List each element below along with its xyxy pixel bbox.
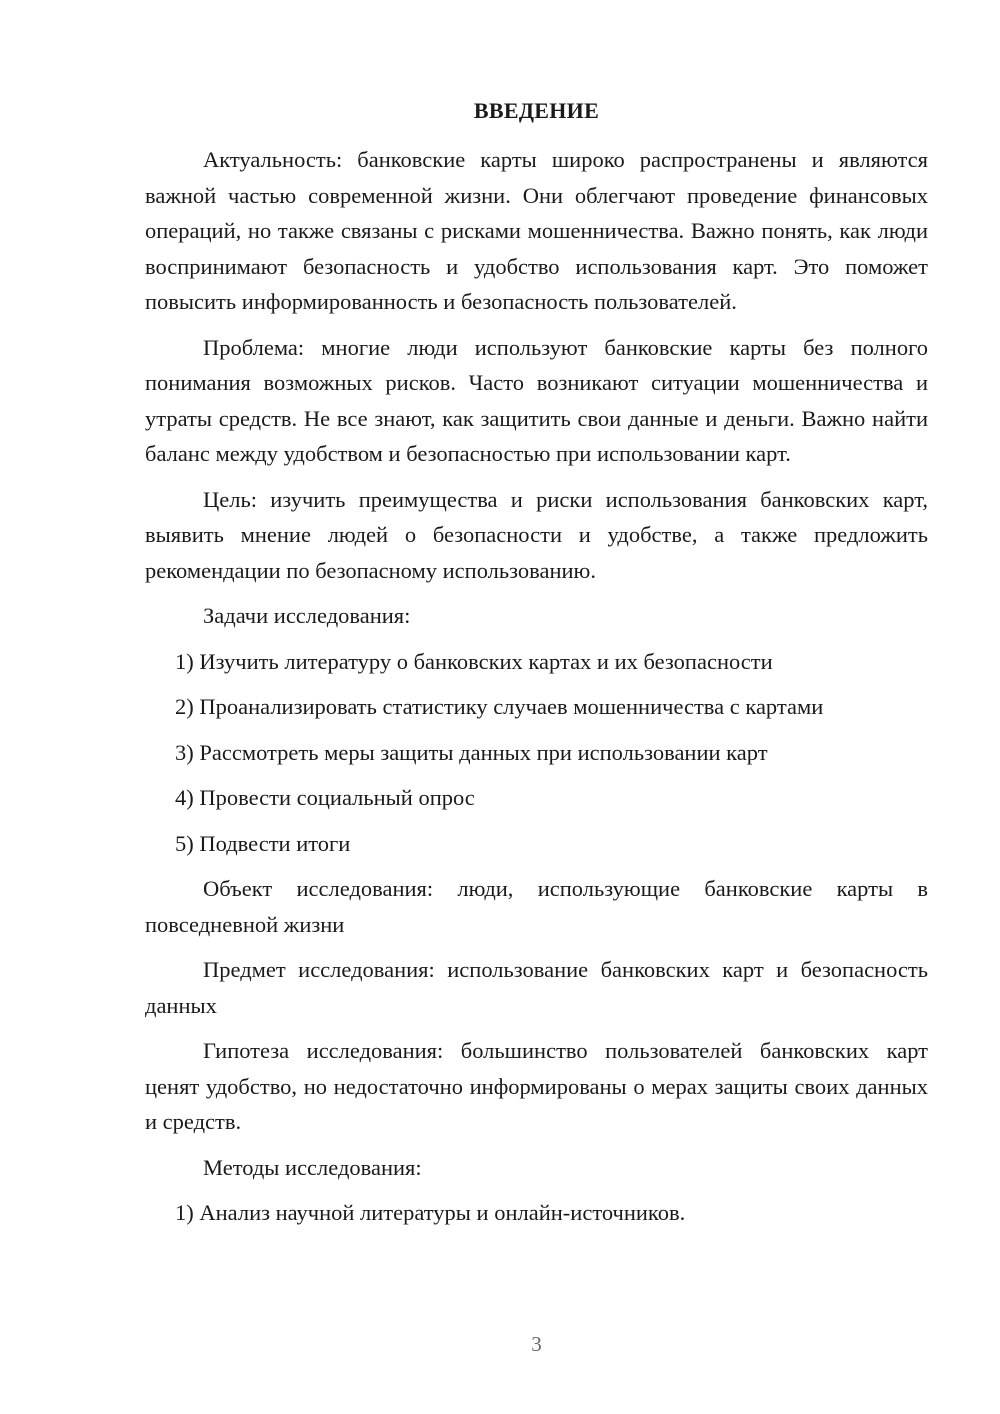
document-body bbox=[145, 142, 928, 1241]
document-page bbox=[145, 0, 928, 1414]
page-title: ВВЕДЕНИЕ bbox=[473, 98, 600, 123]
problem-paragraph: Проблема: многие люди используют банковские карты без полного понимания возможных рисков. Часто возникают ситуации мошенничества и утраты средств. Не все знают, как защитить свои данные и деньги. Важно найти баланс между удобством и безопасностью при использовании карт. bbox=[145, 334, 928, 466]
subject-paragraph: Предмет исследования: использование банковских карт и безопасность данных bbox=[145, 957, 928, 1018]
hypothesis-paragraph: Гипотеза исследования: большинство пользователей банковских карт ценят удобство, но недостаточно информированы о мерах защиты своих данных и средств. bbox=[145, 1038, 928, 1134]
page-number: 3 bbox=[531, 1332, 542, 1356]
relevance-paragraph: Актуальность: банковские карты широко распространены и являются важной частью современной жизни. Они облегчают проведение финансовых операций, но также связаны с рисками мошенничества. Важно понять, как люди воспринимают безопасность и удобство использования карт. Это поможет повысить информированность и безопасность пользователей. bbox=[145, 147, 928, 314]
methods-heading: Методы исследования: bbox=[203, 1154, 422, 1180]
task-item: 4) Провести социальный опрос bbox=[175, 785, 475, 810]
task-item: 5) Подвести итоги bbox=[175, 830, 351, 856]
task-item: 1) Изучить литературу о банковских картах и их безопасности bbox=[175, 648, 773, 674]
task-item: 3) Рассмотреть меры защиты данных при использовании карт bbox=[175, 739, 768, 765]
goal-paragraph: Цель: изучить преимущества и риски использования банковских карт, выявить мнение людей о безопасности и удобстве, а также предложить рекомендации по безопасному использованию. bbox=[145, 486, 928, 583]
tasks-heading: Задачи исследования: bbox=[203, 603, 411, 628]
object-paragraph: Объект исследования: люди, использующие банковские карты в повседневной жизни bbox=[145, 876, 928, 937]
method-item: 1) Анализ научной литературы и онлайн-источников. bbox=[175, 1200, 686, 1225]
task-item: 2) Проанализировать статистику случаев мошенничества с картами bbox=[175, 694, 824, 719]
